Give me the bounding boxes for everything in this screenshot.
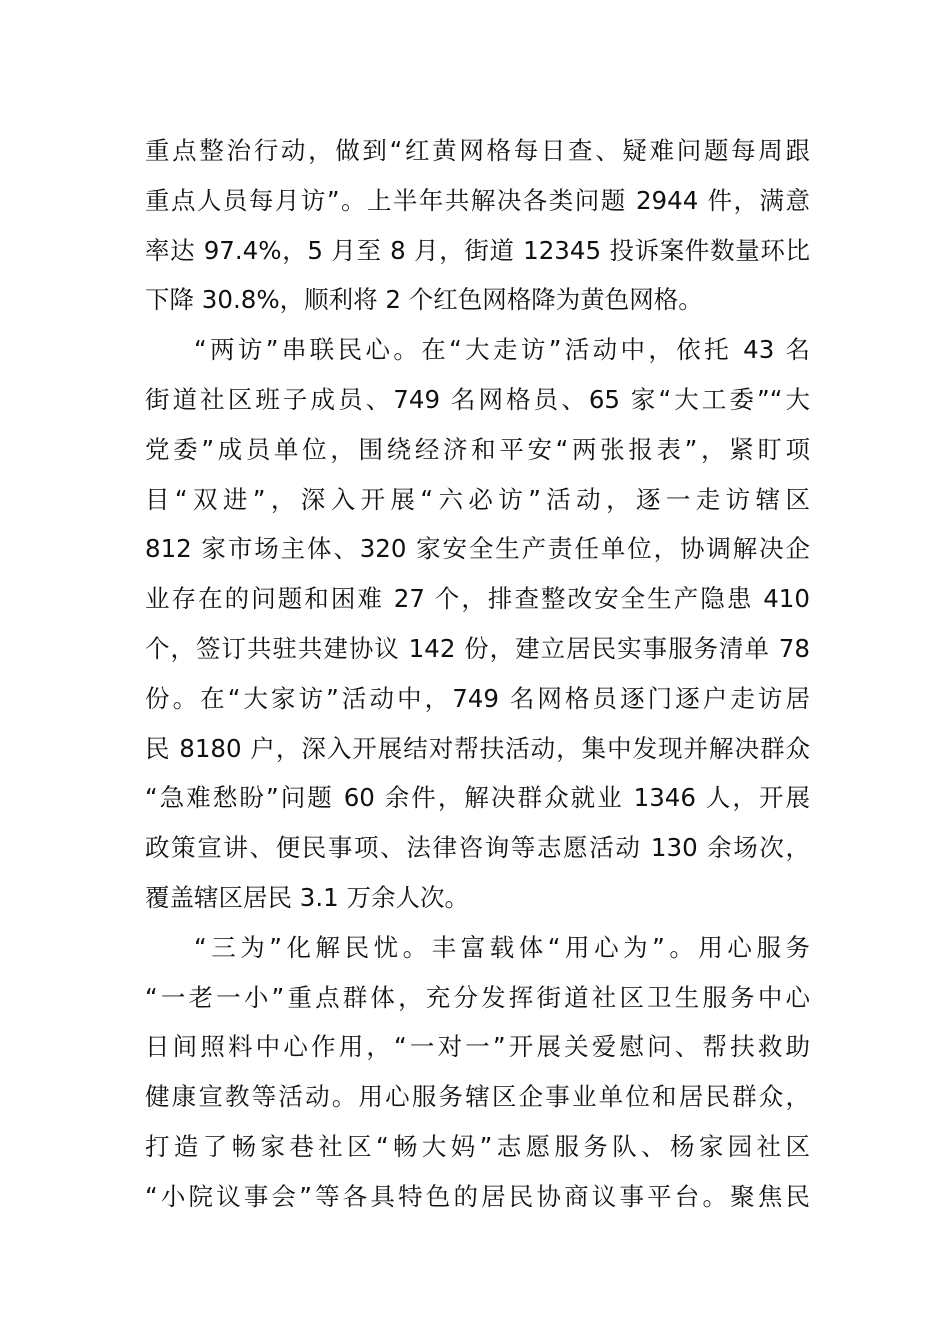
text-line: 目“双进”，深入开展“六必访”活动，逐一走访辖区 bbox=[145, 484, 810, 514]
text-line: 覆盖辖区居民 3.1 万余人次。 bbox=[145, 882, 470, 912]
text-line: “三为”化解民忧。丰富载体“用心为”。用心服务 bbox=[194, 932, 810, 962]
text-line: 政策宣讲、便民事项、法律咨询等志愿活动 130 余场次， bbox=[145, 833, 810, 863]
text-line: 下降 30.8%，顺利将 2 个红色网格降为黄色网格。 bbox=[145, 285, 703, 315]
text-line: 打造了畅家巷社区“畅大妈”志愿服务队、杨家园社区 bbox=[145, 1131, 810, 1161]
text-line: “急难愁盼”问题 60 余件，解决群众就业 1346 人，开展 bbox=[145, 783, 810, 813]
text-line: “小院议事会”等各具特色的居民协商议事平台。聚焦民 bbox=[145, 1181, 810, 1211]
text-line: 重点整治行动，做到“红黄网格每日查、疑难问题每周跟 bbox=[145, 136, 810, 165]
text-line: “两访”串联民心。在“大走访”活动中，依托 43 名 bbox=[194, 335, 810, 365]
text-line: 重点人员每月访”。上半年共解决各类问题 2944 件，满意 bbox=[145, 185, 810, 215]
text-line: 民 8180 户，深入开展结对帮扶活动，集中发现并解决群众 bbox=[145, 733, 810, 763]
text-line: 业存在的问题和困难 27 个，排查整改安全生产隐患 410 bbox=[145, 584, 810, 614]
text-line: 党委”成员单位，围绕经济和平安“两张报表”，紧盯项 bbox=[145, 434, 810, 464]
text-line: “一老一小”重点群体，充分发挥街道社区卫生服务中心 bbox=[145, 982, 810, 1012]
text-line: 率达 97.4%，5 月至 8 月，街道 12345 投诉案件数量环比 bbox=[145, 235, 810, 265]
text-line: 812 家市场主体、320 家安全生产责任单位，协调解决企 bbox=[145, 534, 810, 564]
text-line: 日间照料中心作用，“一对一”开展关爱慰问、帮扶救助 bbox=[145, 1032, 810, 1062]
text-line: 个，签订共驻共建协议 142 份，建立居民实事服务清单 78 bbox=[145, 633, 810, 663]
text-line: 街道社区班子成员、749 名网格员、65 家“大工委”“大 bbox=[145, 384, 810, 414]
document-body bbox=[145, 126, 810, 1222]
text-line: 健康宣教等活动。用心服务辖区企事业单位和居民群众， bbox=[145, 1082, 810, 1112]
text-line: 份。在“大家访”活动中，749 名网格员逐门逐户走访居 bbox=[145, 683, 810, 713]
